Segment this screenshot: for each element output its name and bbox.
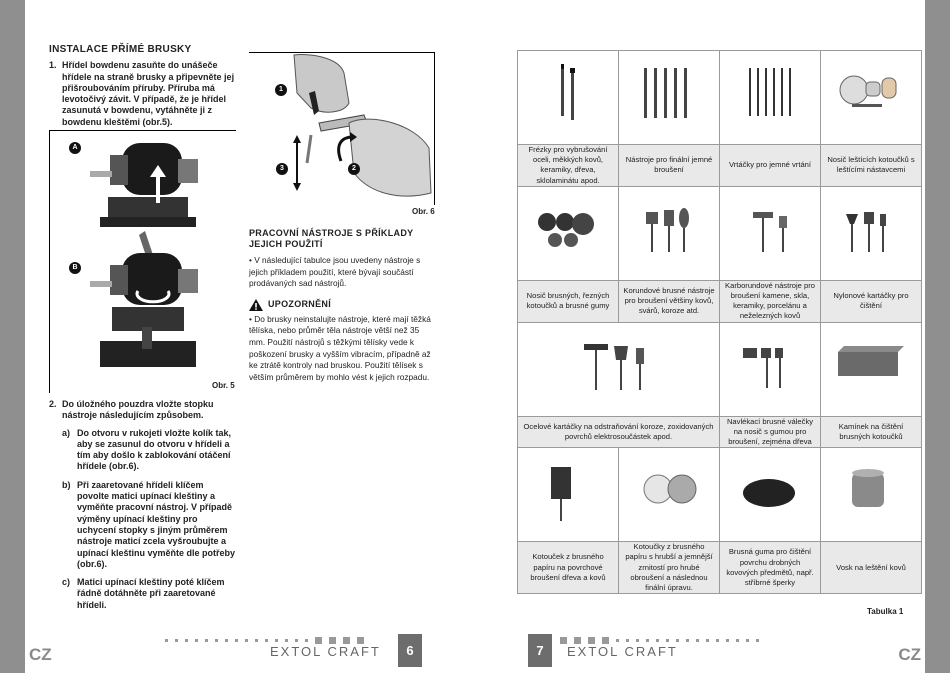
installation-section [49,44,236,128]
figure-5-caption: Obr. 5 [212,381,235,390]
tool-image-cell [720,322,821,416]
tool-image-cell [619,51,720,145]
table-image-row [518,51,922,145]
tool-description: Nosič leštících kotoučků s leštícími nástavcemi [821,145,922,187]
tool-image-cell [821,186,922,280]
tool-description: Kamínek na čištění brusných kotoučků [821,416,922,448]
figure-6 [249,52,435,205]
footer-dots-right [560,632,766,638]
nylon-brushes-icon [824,192,918,272]
substep-label: a) [62,427,71,438]
steel-brushes-icon [522,328,716,408]
tool-image-cell [720,448,821,542]
table-text-row [518,416,922,448]
step-number: 2. [49,399,57,409]
figure-6-marker-1: 1 [275,84,287,96]
step-text: Hřídel bowdenu zasuňte do unášeče hřídele na straně brusky a připevněte jej přišroubováním příruby. Příruba má levotočivý závit. V případě, že je hřídel zasunutá v bowdenu, vytáhněte ji z bowdenu kleštěmi (obr.5). [62,60,235,127]
figure-5-marker-b: B [69,262,81,274]
tool-description: Karborundové nástroje pro broušení kamene, skla, keramiky, porcelánu a neželezných kovů [720,280,821,322]
tool-description: Nylonové kartáčky pro čištění [821,280,922,322]
step-text: Do úložného pouzdra vložte stopku nástroje následujícím způsobem. [62,399,214,421]
tools-text: • V následující tabulce jsou uvedeny nástroje s jejich příkladem použití, které bývají součástí prodávaných sad nástrojů. [249,255,421,289]
table-text-row [518,145,922,187]
table-image-row [518,322,922,416]
step-2-section [49,399,236,618]
substep-label: c) [62,577,71,588]
hands-wrench-illustration [249,53,434,205]
drill-bits-icon [723,56,817,136]
cleaning-stone-icon [824,328,918,408]
tool-image-cell [518,322,720,416]
table-text-row [518,542,922,594]
substep-text: Matici upínací kleštiny poté klíčem řádně dotáhněte při zaaretované hřídeli. [77,577,225,610]
polishing-discs-icon [824,56,918,136]
step-number: 1. [49,60,57,71]
tool-description: Kotoučky z brusného papíru s hrubší a jemnější zrnitostí pro hrubé obroušení a následnou finální úpravu. [619,542,720,594]
table-image-row [518,186,922,280]
figure-6-caption: Obr. 6 [412,207,435,216]
tool-description: Kotouček z brusného papíru na povrchové broušení dřeva a kovů [518,542,619,594]
tool-image-cell [720,51,821,145]
language-label-left: CZ [29,645,52,664]
brand-logo-left: EXTOL CRAFT [270,644,381,659]
sanding-paper-discs-icon [622,453,716,533]
warning-heading [249,299,434,311]
substeps-list [62,428,236,611]
router-bits-icon [521,56,615,136]
tool-description: Frézky pro vybrušování oceli, měkkých kovů, keramiky, dřeva, sklolaminátu apod. [518,145,619,187]
tool-description: Vrtáčky pro jemné vrtání [720,145,821,187]
page-number-left: 6 [398,634,422,667]
tool-description: Ocelové kartáčky na odstraňování koroze, zoxidovaných povrchů elektrosoučástek apod. [518,416,720,448]
table-image-row [518,448,922,542]
substep-text: Do otvoru v rukojeti vložte kolík tak, aby se zasunul do otvoru v hřídeli a tím aby došlo k zablokování otáčení hřídele (obr.6). [77,427,232,472]
tool-image-cell [821,322,922,416]
footer-dots-left [165,632,371,638]
substep-b [62,480,236,570]
tool-image-cell [821,51,922,145]
tools-section [249,228,434,383]
grinder-top [90,143,198,265]
warning-text: • Do brusky neinstalujte nástroje, které mají těžká tělíska, nebo průměr těla nástroje větší než 35 mm. Použití nástrojů s těžkými tělísky vede k poškození brusky a vyšším vibracím, případně až ke ztrátě kontroly nad bruskou. Použití tělísek s větším průměrem by mohlo vést k jejich rozpadu. [249,313,431,382]
page-number-right: 7 [528,634,552,667]
figure-5-marker-a: A [69,142,81,154]
rubber-polishing-wheel-icon [723,453,817,533]
tool-description: Korundové brusné nástroje pro broušení většiny kovů, svárů, koroze atd. [619,280,720,322]
tool-description: Nosič brusných, řezných kotoučků a brusné gumy [518,280,619,322]
figure-6-marker-3: 3 [276,163,288,175]
tools-title: PRACOVNÍ NÁSTROJE S PŘÍKLADY JEJICH POUŽITÍ [249,228,414,249]
tool-image-cell [619,448,720,542]
tool-image-cell [619,186,720,280]
tool-description: Navlékací brusné válečky na nosič s gumou pro broušení, zejména dřeva [720,416,821,448]
carborundum-tools-icon [723,192,817,272]
tool-image-cell [821,448,922,542]
tool-image-cell [720,186,821,280]
substep-label: b) [62,479,71,490]
fine-grinding-tools-icon [622,56,716,136]
polishing-wax-icon [824,453,918,533]
table-text-row [518,280,922,322]
figure-6-marker-2: 2 [348,163,360,175]
warning-title: UPOZORNĚNÍ [268,298,332,309]
sanding-drums-icon [723,328,817,408]
left-margin-bar [0,0,25,673]
step-2 [49,399,236,422]
grinder-bottom [90,253,198,367]
tool-image-cell [518,448,619,542]
tools-table [517,50,922,594]
language-label-right: CZ [898,645,921,664]
cutting-discs-icon [521,192,615,272]
tool-description: Brusná guma pro čištění povrchu drobných kovových předmětů, např. stříbrné šperky [720,542,821,594]
warning-icon [249,299,263,311]
substep-text: Při zaaretované hřídeli klíčem povolte matici upínací kleštiny a vyměňte pracovní nástroj. V případě výměny upínací kleštiny pro uchycení stopky s jiným průměrem nástroje maticí zcela vyšroubujte a upínací kleštinu vyměňte dle potřeby (obr.6). [77,479,236,569]
corundum-tools-icon [622,192,716,272]
tool-image-cell [518,186,619,280]
tool-description: Nástroje pro finální jemné broušení [619,145,720,187]
section-title: INSTALACE PŘÍMÉ BRUSKY [49,44,192,55]
tool-description: Vosk na leštění kovů [821,542,922,594]
table-caption: Tabulka 1 [867,607,904,616]
right-margin-bar [925,0,950,673]
tool-image-cell [518,51,619,145]
substep-a [62,428,236,473]
brand-logo-right: EXTOL CRAFT [567,644,678,659]
substep-c [62,577,236,611]
flap-wheel-icon [521,453,615,533]
step-1 [49,60,236,128]
